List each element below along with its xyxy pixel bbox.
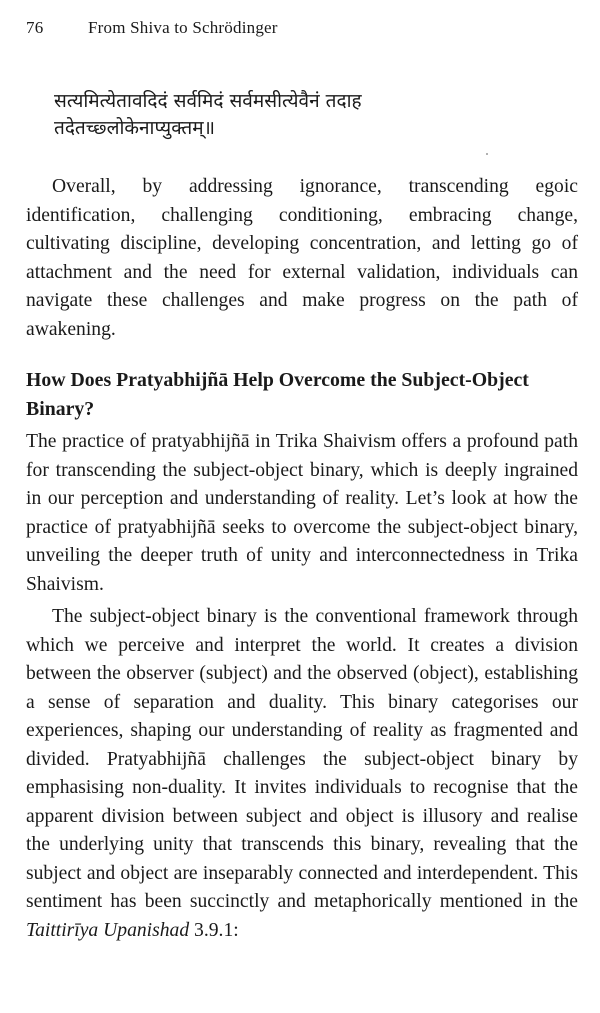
verse-line-2: तदेतच्छ्लोकेनाप्युक्तम्॥ [54, 117, 215, 139]
section-heading: How Does Pratyabhijñā Help Overcome the Subject-Object Binary? [26, 369, 529, 420]
paragraph-binary [26, 603, 578, 945]
paragraph-practice [26, 428, 578, 599]
verse-line-1: सत्यमित्येतावदिदं सर्वमिदं सर्वमसीत्येवैनं तदाह [54, 90, 362, 112]
paragraph-main-text: The subject-object binary is the conventional framework through which we perceive and interpret the world. It creates a division between the observer (subject) and the observed (object), establishing a sense of separation and duality. This binary categorises our experiences, shaping our understanding of reality as fragmented and divided. Pratyabhijñā challenges the subject-object binary by emphasising non-duality. It invites individuals to recognise that the apparent division between subject and object is illusory and realise the underlying unity that transcends this binary, revealing that the subject and object are inseparably connected and interdependent. This sentiment has been succinctly and metaphorically mentioned in the [26, 606, 578, 912]
sanskrit-verse [54, 88, 574, 142]
running-header [26, 18, 278, 38]
book-title: From Shiva to Schrödinger [88, 18, 278, 37]
paragraph-overall [26, 173, 578, 344]
page-number: 76 [26, 18, 44, 37]
paragraph-text: Overall, by addressing ignorance, transcending egoic identification, challenging conditioning, embracing change, cultivating discipline, developing concentration, and letting go of attachment and the need for external validation, individuals can navigate these challenges and make progress on the path of awakening. [26, 176, 578, 340]
paragraph-text: The practice of pratyabhijñā in Trika Shaivism offers a profound path for transcending the subject-object binary, which is deeply ingrained in our perception and understanding of reality. Let’s look at how the practice of pratyabhijñā seeks to overcome the subject-object binary, unveiling the deeper truth of unity and interconnectedness in Trika Shaivism. [26, 431, 578, 595]
print-speck [486, 153, 488, 155]
paragraph-text [26, 603, 578, 945]
citation-reference: 3.9.1: [194, 919, 239, 941]
citation-title: Taittirīya Upanishad [26, 919, 190, 941]
